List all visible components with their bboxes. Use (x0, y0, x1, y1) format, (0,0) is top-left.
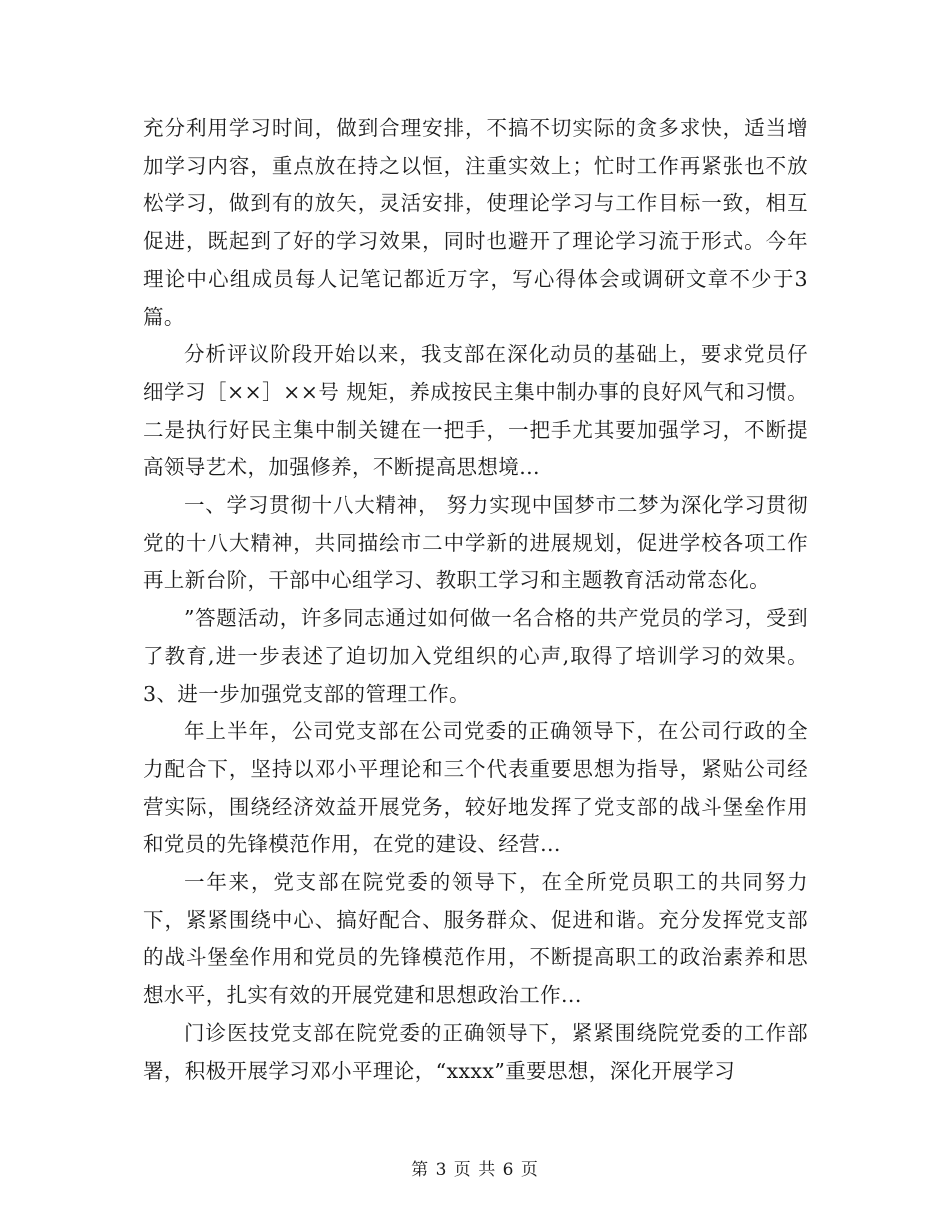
paragraph-4: ”答题活动，许多同志通过如何做一名合格的共产党员的学习，受到了教育,进一步表述了迫切加入党组织的心声,取得了培训学习的效果。3、进一步加强党支部的管理工作。 (143, 606, 808, 706)
paragraph-6: 一年来，党支部在院党委的领导下，在全所党员职工的共同努力下，紧紧围绕中心、搞好配合、服务群众、促进和谐。充分发挥党支部的战斗堡垒作用和党员的先锋模范作用，不断提高职工的政治素养和思想水平，扎实有效的开展党建和思想政治工作... (143, 870, 808, 1008)
paragraph-5: 年上半年，公司党支部在公司党委的正确领导下，在公司行政的全力配合下，坚持以邓小平理论和三个代表重要思想为指导，紧贴公司经营实际，围绕经济效益开展党务，较好地发挥了党支部的战斗堡垒作用和党员的先锋模范作用，在党的建设、经营... (143, 719, 808, 857)
paragraph-1: 充分利用学习时间，做到合理安排，不搞不切实际的贪多求快，适当增加学习内容，重点放在持之以恒，注重实效上；忙时工作再紧张也不放松学习，做到有的放矢，灵活安排，使理论学习与工作目标一致，相互促进，既起到了好的学习效果，同时也避开了理论学习流于形式。今年理论中心组成员每人记笔记都近万字，写心得体会或调研文章不少于3篇。 (143, 116, 808, 329)
paragraph-2: 分析评议阶段开始以来，我支部在深化动员的基础上，要求党员仔细学习［××］××号 规矩，养成按民主集中制办事的良好风气和习惯。二是执行好民主集中制关键在一把手，一把手尤其要加强学习，不断提高领导艺术，加强修养，不断提高思想境... (143, 342, 808, 480)
document-body (143, 110, 808, 1090)
paragraph-3: 一、学习贯彻十八大精神， 努力实现中国梦市二梦为深化学习贯彻党的十八大精神，共同描绘市二中学新的进展规划，促进学校各项工作再上新台阶，干部中心组学习、教职工学习和主题教育活动常态化。 (143, 493, 808, 593)
page-number-footer: 第 3 页 共 6 页 (411, 1160, 539, 1180)
paragraph-7: 门诊医技党支部在院党委的正确领导下，紧紧围绕院党委的工作部署，积极开展学习邓小平理论，“xxxx”重要思想，深化开展学习 (143, 1020, 808, 1083)
